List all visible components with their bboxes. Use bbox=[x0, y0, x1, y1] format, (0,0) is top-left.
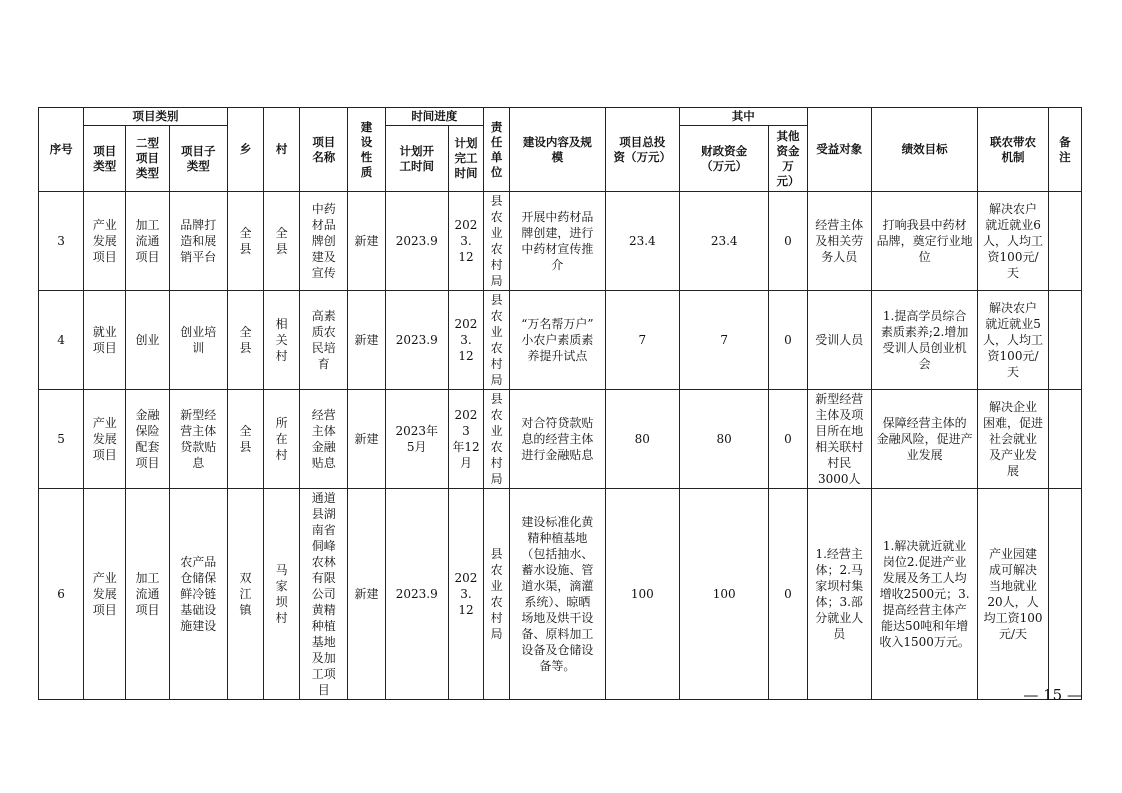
col-header-village: 村 bbox=[264, 108, 300, 192]
cell-build-nature: 新建 bbox=[348, 291, 385, 390]
cell-item-type: 产业 发展 项目 bbox=[84, 192, 126, 291]
cell-seq: 5 bbox=[39, 390, 84, 489]
cell-farmer-mechanism: 解决农户 就近就业6 人，人均工 资100元/ 天 bbox=[978, 192, 1048, 291]
page-number: — 15 — bbox=[1023, 686, 1082, 704]
col-header-plan-start: 计划开 工时间 bbox=[385, 126, 448, 192]
cell-project-name: 通道 县湖 南省 侗峰 农林 有限 公司 黄精 种植 基地 及加 工项 目 bbox=[300, 489, 348, 700]
cell-responsible-unit: 县 农 业 农 村 局 bbox=[484, 489, 510, 700]
cell-sub-type: 创业培 训 bbox=[169, 291, 227, 390]
cell-township: 全 县 bbox=[227, 390, 263, 489]
cell-fiscal-funds: 23.4 bbox=[679, 192, 768, 291]
col-header-project-name: 项目 名称 bbox=[300, 108, 348, 192]
table-row bbox=[39, 291, 1082, 390]
cell-remarks bbox=[1048, 192, 1081, 291]
cell-performance-goal: 保障经营主体的 金融风险，促进产 业发展 bbox=[871, 390, 978, 489]
cell-fiscal-funds: 100 bbox=[679, 489, 768, 700]
col-group-funds: 其中 bbox=[679, 108, 807, 126]
cell-beneficiary: 经营主体 及相关劳 务人员 bbox=[807, 192, 871, 291]
cell-sub-type2: 金融 保险 配套 项目 bbox=[126, 390, 169, 489]
cell-township: 全 县 bbox=[227, 291, 263, 390]
cell-content-scale: 开展中药材品 牌创建，进行 中药材宣传推 介 bbox=[510, 192, 605, 291]
table-row bbox=[39, 489, 1082, 700]
col-header-sub-type: 项目子 类型 bbox=[169, 126, 227, 192]
cell-item-type: 产业 发展 项目 bbox=[84, 489, 126, 700]
cell-village: 所 在 村 bbox=[264, 390, 300, 489]
cell-total-invest: 80 bbox=[605, 390, 679, 489]
cell-beneficiary: 1.经营主 体；2.马 家坝村集 体；3.部 分就业人 员 bbox=[807, 489, 871, 700]
col-header-township: 乡 bbox=[227, 108, 263, 192]
cell-other-funds: 0 bbox=[769, 291, 807, 390]
cell-township: 双 江 镇 bbox=[227, 489, 263, 700]
cell-performance-goal: 打响我县中药材 品牌，奠定行业地 位 bbox=[871, 192, 978, 291]
table-row bbox=[39, 390, 1082, 489]
cell-responsible-unit: 县 农 业 农 村 局 bbox=[484, 291, 510, 390]
col-group-schedule: 时间进度 bbox=[385, 108, 483, 126]
header-row-1 bbox=[39, 108, 1082, 126]
cell-seq: 4 bbox=[39, 291, 84, 390]
cell-sub-type: 新型经 营主体 贷款贴 息 bbox=[169, 390, 227, 489]
cell-village: 马 家 坝 村 bbox=[264, 489, 300, 700]
cell-plan-start: 2023.9 bbox=[385, 192, 448, 291]
cell-remarks bbox=[1048, 489, 1081, 700]
cell-other-funds: 0 bbox=[769, 390, 807, 489]
cell-total-invest: 23.4 bbox=[605, 192, 679, 291]
cell-sub-type: 品牌打 造和展 销平台 bbox=[169, 192, 227, 291]
cell-other-funds: 0 bbox=[769, 489, 807, 700]
cell-total-invest: 7 bbox=[605, 291, 679, 390]
cell-total-invest: 100 bbox=[605, 489, 679, 700]
cell-sub-type2: 加工 流通 项目 bbox=[126, 192, 169, 291]
cell-build-nature: 新建 bbox=[348, 390, 385, 489]
cell-other-funds: 0 bbox=[769, 192, 807, 291]
cell-responsible-unit: 县 农 业 农 村 局 bbox=[484, 390, 510, 489]
cell-content-scale: 对合符贷款贴 息的经营主体 进行金融贴息 bbox=[510, 390, 605, 489]
table-row bbox=[39, 192, 1082, 291]
cell-project-name: 经营 主体 金融 贴息 bbox=[300, 390, 348, 489]
cell-performance-goal: 1.提高学员综合 素质素养;2.增加 受训人员创业机 会 bbox=[871, 291, 978, 390]
cell-seq: 3 bbox=[39, 192, 84, 291]
cell-plan-end: 2023 年12 月 bbox=[448, 390, 483, 489]
col-group-category: 项目类别 bbox=[84, 108, 228, 126]
col-header-total-invest: 项目总投 资（万元） bbox=[605, 108, 679, 192]
col-header-plan-end: 计划 完工 时间 bbox=[448, 126, 483, 192]
col-header-responsible-unit: 责 任 单 位 bbox=[484, 108, 510, 192]
cell-beneficiary: 受训人员 bbox=[807, 291, 871, 390]
col-header-remarks: 备 注 bbox=[1048, 108, 1081, 192]
cell-seq: 6 bbox=[39, 489, 84, 700]
col-header-seq: 序号 bbox=[39, 108, 84, 192]
cell-project-name: 高素 质农 民培 育 bbox=[300, 291, 348, 390]
col-header-item-type: 项目 类型 bbox=[84, 126, 126, 192]
cell-village: 相 关 村 bbox=[264, 291, 300, 390]
cell-farmer-mechanism: 产业园建 成可解决 当地就业 20人，人 均工资100 元/天 bbox=[978, 489, 1048, 700]
cell-village: 全 县 bbox=[264, 192, 300, 291]
cell-remarks bbox=[1048, 291, 1081, 390]
cell-farmer-mechanism: 解决企业 困难，促进 社会就业 及产业发 展 bbox=[978, 390, 1048, 489]
col-header-other-funds: 其他 资金 万 元） bbox=[769, 126, 807, 192]
col-header-content-scale: 建设内容及规 模 bbox=[510, 108, 605, 192]
cell-fiscal-funds: 80 bbox=[679, 390, 768, 489]
cell-sub-type2: 创业 bbox=[126, 291, 169, 390]
cell-plan-start: 2023.9 bbox=[385, 291, 448, 390]
col-header-farmer-mechanism: 联农带农 机制 bbox=[978, 108, 1048, 192]
cell-item-type: 产业 发展 项目 bbox=[84, 390, 126, 489]
cell-plan-start: 2023.9 bbox=[385, 489, 448, 700]
cell-content-scale: 建设标准化黄 精种植基地 （包括抽水、 蓄水设施、管 道水渠，滴灌 系统）、晾晒 场地及烘干设 备、原料加工 设备及仓储设 备等。 bbox=[510, 489, 605, 700]
cell-township: 全 县 bbox=[227, 192, 263, 291]
cell-remarks bbox=[1048, 390, 1081, 489]
cell-project-name: 中药 材品 牌创 建及 宣传 bbox=[300, 192, 348, 291]
cell-plan-end: 2023. 12 bbox=[448, 192, 483, 291]
cell-plan-start: 2023年 5月 bbox=[385, 390, 448, 489]
cell-sub-type: 农产品 仓储保 鲜冷链 基础设 施建设 bbox=[169, 489, 227, 700]
cell-performance-goal: 1.解决就近就业 岗位2.促进产业 发展及务工人均 增收2500元；3. 提高经营主体产 能达50吨和年增 收入1500万元。 bbox=[871, 489, 978, 700]
cell-fiscal-funds: 7 bbox=[679, 291, 768, 390]
cell-build-nature: 新建 bbox=[348, 192, 385, 291]
cell-item-type: 就业 项目 bbox=[84, 291, 126, 390]
cell-content-scale: “万名帮万户” 小农户素质素 养提升试点 bbox=[510, 291, 605, 390]
cell-sub-type2: 加工 流通 项目 bbox=[126, 489, 169, 700]
cell-plan-end: 2023. 12 bbox=[448, 291, 483, 390]
cell-build-nature: 新建 bbox=[348, 489, 385, 700]
col-header-build-nature: 建 设 性 质 bbox=[348, 108, 385, 192]
col-header-sub-type2: 二型 项目 类型 bbox=[126, 126, 169, 192]
cell-responsible-unit: 县 农 业 农 村 局 bbox=[484, 192, 510, 291]
cell-beneficiary: 新型经营 主体及项 目所在地 相关联村 村民 3000人 bbox=[807, 390, 871, 489]
col-header-fiscal-funds: 财政资金 （万元） bbox=[679, 126, 768, 192]
cell-plan-end: 2023. 12 bbox=[448, 489, 483, 700]
col-header-performance-goal: 绩效目标 bbox=[871, 108, 978, 192]
col-header-beneficiary: 受益对象 bbox=[807, 108, 871, 192]
project-table bbox=[38, 107, 1082, 700]
cell-farmer-mechanism: 解决农户 就近就业5 人，人均工 资100元/ 天 bbox=[978, 291, 1048, 390]
